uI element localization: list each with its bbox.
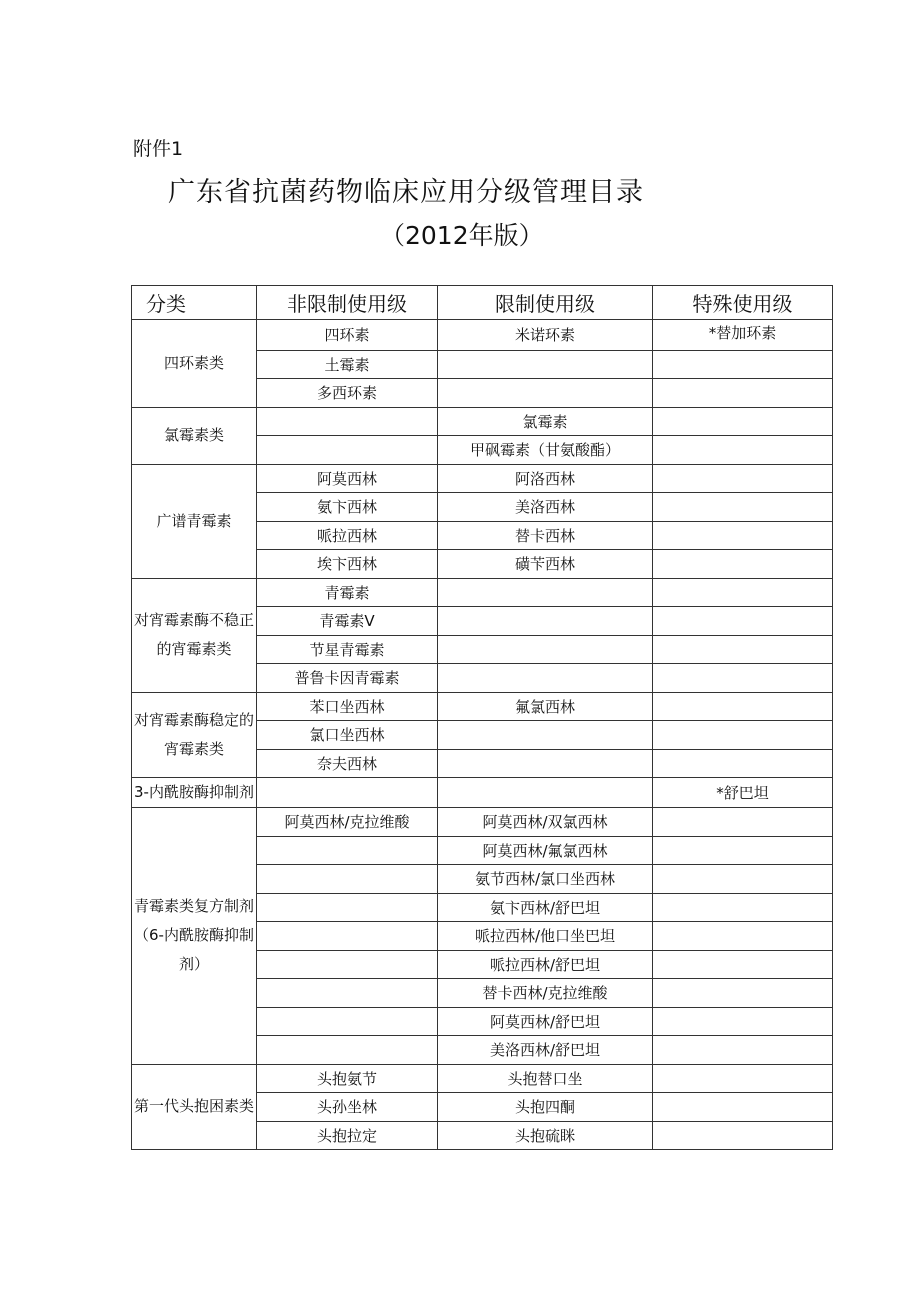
special-cell xyxy=(653,950,833,979)
unrestricted-cell xyxy=(257,436,438,465)
restricted-cell: 替卡西林/克拉维酸 xyxy=(438,979,653,1008)
restricted-cell: 氨节西林/氯口坐西林 xyxy=(438,865,653,894)
special-cell xyxy=(653,865,833,894)
unrestricted-cell xyxy=(257,1036,438,1065)
restricted-cell xyxy=(438,635,653,664)
unrestricted-cell: 奈夫西林 xyxy=(257,749,438,778)
table-body xyxy=(132,320,833,1150)
category-cell: 对宵霉素酶不稳正的宵霉素类 xyxy=(132,578,257,692)
special-cell xyxy=(653,893,833,922)
unrestricted-cell: 节星青霉素 xyxy=(257,635,438,664)
category-cell: 3-内酰胺酶抑制剂 xyxy=(132,778,257,808)
unrestricted-cell xyxy=(257,922,438,951)
antibiotic-classification-table xyxy=(131,285,833,1150)
restricted-cell: 头抱替口坐 xyxy=(438,1064,653,1093)
restricted-cell: 阿莫西林/舒巴坦 xyxy=(438,1007,653,1036)
special-cell xyxy=(653,836,833,865)
table-header-row xyxy=(132,286,833,320)
unrestricted-cell xyxy=(257,893,438,922)
restricted-cell: 哌拉西林/舒巴坦 xyxy=(438,950,653,979)
restricted-cell: 氨卞西林/舒巴坦 xyxy=(438,893,653,922)
restricted-cell: 米诺环素 xyxy=(438,320,653,351)
unrestricted-cell: 埃卞西林 xyxy=(257,550,438,579)
restricted-cell: 头抱硫眯 xyxy=(438,1121,653,1150)
column-header-restricted: 限制使用级 xyxy=(438,286,653,320)
document-edition: （2012年版） xyxy=(380,221,544,250)
special-cell: *舒巴坦 xyxy=(653,778,833,808)
category-cell: 广谱青霉素 xyxy=(132,464,257,578)
unrestricted-cell: 青霉素V xyxy=(257,607,438,636)
restricted-cell: 头抱四酮 xyxy=(438,1093,653,1122)
table-row xyxy=(132,692,833,721)
restricted-cell xyxy=(438,379,653,408)
document-title: 广东省抗菌药物临床应用分级管理目录 xyxy=(168,177,644,208)
restricted-cell xyxy=(438,607,653,636)
unrestricted-cell: 阿莫西林/克拉维酸 xyxy=(257,808,438,837)
special-cell xyxy=(653,1093,833,1122)
unrestricted-cell xyxy=(257,979,438,1008)
special-cell xyxy=(653,407,833,436)
column-header-category: 分类 xyxy=(132,286,257,320)
unrestricted-cell: 头孙坐林 xyxy=(257,1093,438,1122)
category-cell: 氯霉素类 xyxy=(132,407,257,464)
special-cell xyxy=(653,578,833,607)
table-row xyxy=(132,808,833,837)
restricted-cell: 甲砜霉素（甘氨酸酯） xyxy=(438,436,653,465)
special-cell xyxy=(653,664,833,693)
special-cell xyxy=(653,749,833,778)
table-row xyxy=(132,1064,833,1093)
table-row xyxy=(132,464,833,493)
attachment-label: 附件1 xyxy=(133,138,184,160)
restricted-cell xyxy=(438,664,653,693)
unrestricted-cell xyxy=(257,865,438,894)
unrestricted-cell: 苯口坐西林 xyxy=(257,692,438,721)
unrestricted-cell: 青霉素 xyxy=(257,578,438,607)
table-row xyxy=(132,407,833,436)
special-cell xyxy=(653,635,833,664)
restricted-cell: 阿莫西林/双氯西林 xyxy=(438,808,653,837)
restricted-cell xyxy=(438,749,653,778)
restricted-cell: 阿莫西林/氟氯西林 xyxy=(438,836,653,865)
category-cell: 对宵霉素酶稳定的宵霉素类 xyxy=(132,692,257,778)
restricted-cell: 阿洛西林 xyxy=(438,464,653,493)
unrestricted-cell xyxy=(257,950,438,979)
unrestricted-cell: 氯口坐西林 xyxy=(257,721,438,750)
unrestricted-cell: 头抱拉定 xyxy=(257,1121,438,1150)
restricted-cell xyxy=(438,778,653,808)
category-cell: 四环素类 xyxy=(132,320,257,408)
unrestricted-cell: 氨卞西林 xyxy=(257,493,438,522)
restricted-cell: 美洛西林/舒巴坦 xyxy=(438,1036,653,1065)
unrestricted-cell xyxy=(257,778,438,808)
special-cell xyxy=(653,379,833,408)
unrestricted-cell xyxy=(257,1007,438,1036)
column-header-unrestricted: 非限制使用级 xyxy=(257,286,438,320)
special-cell xyxy=(653,692,833,721)
restricted-cell: 替卡西林 xyxy=(438,521,653,550)
restricted-cell xyxy=(438,578,653,607)
special-cell xyxy=(653,607,833,636)
special-cell xyxy=(653,922,833,951)
special-cell xyxy=(653,350,833,379)
unrestricted-cell: 阿莫西林 xyxy=(257,464,438,493)
restricted-cell xyxy=(438,721,653,750)
special-cell xyxy=(653,521,833,550)
unrestricted-cell: 土霉素 xyxy=(257,350,438,379)
table-row xyxy=(132,578,833,607)
special-cell: *替加环素 xyxy=(653,320,833,351)
special-cell xyxy=(653,436,833,465)
special-cell xyxy=(653,808,833,837)
category-cell: 第一代头抱困素类 xyxy=(132,1064,257,1150)
unrestricted-cell: 普鲁卡因青霉素 xyxy=(257,664,438,693)
restricted-cell xyxy=(438,350,653,379)
special-cell xyxy=(653,550,833,579)
unrestricted-cell: 头抱氨节 xyxy=(257,1064,438,1093)
special-cell xyxy=(653,493,833,522)
restricted-cell: 哌拉西林/他口坐巴坦 xyxy=(438,922,653,951)
unrestricted-cell xyxy=(257,407,438,436)
unrestricted-cell: 多西环素 xyxy=(257,379,438,408)
special-cell xyxy=(653,979,833,1008)
unrestricted-cell: 哌拉西林 xyxy=(257,521,438,550)
unrestricted-cell: 四环素 xyxy=(257,320,438,351)
restricted-cell: 氟氯西林 xyxy=(438,692,653,721)
special-cell xyxy=(653,1064,833,1093)
special-cell xyxy=(653,1121,833,1150)
special-cell xyxy=(653,1036,833,1065)
restricted-cell: 磺苄西林 xyxy=(438,550,653,579)
special-cell xyxy=(653,1007,833,1036)
table-row xyxy=(132,778,833,808)
category-cell: 青霉素类复方制剂（6-内酰胺酶抑制剂） xyxy=(132,808,257,1065)
restricted-cell: 美洛西林 xyxy=(438,493,653,522)
unrestricted-cell xyxy=(257,836,438,865)
table-row xyxy=(132,320,833,351)
restricted-cell: 氯霉素 xyxy=(438,407,653,436)
special-cell xyxy=(653,721,833,750)
special-cell xyxy=(653,464,833,493)
column-header-special: 特殊使用级 xyxy=(653,286,833,320)
